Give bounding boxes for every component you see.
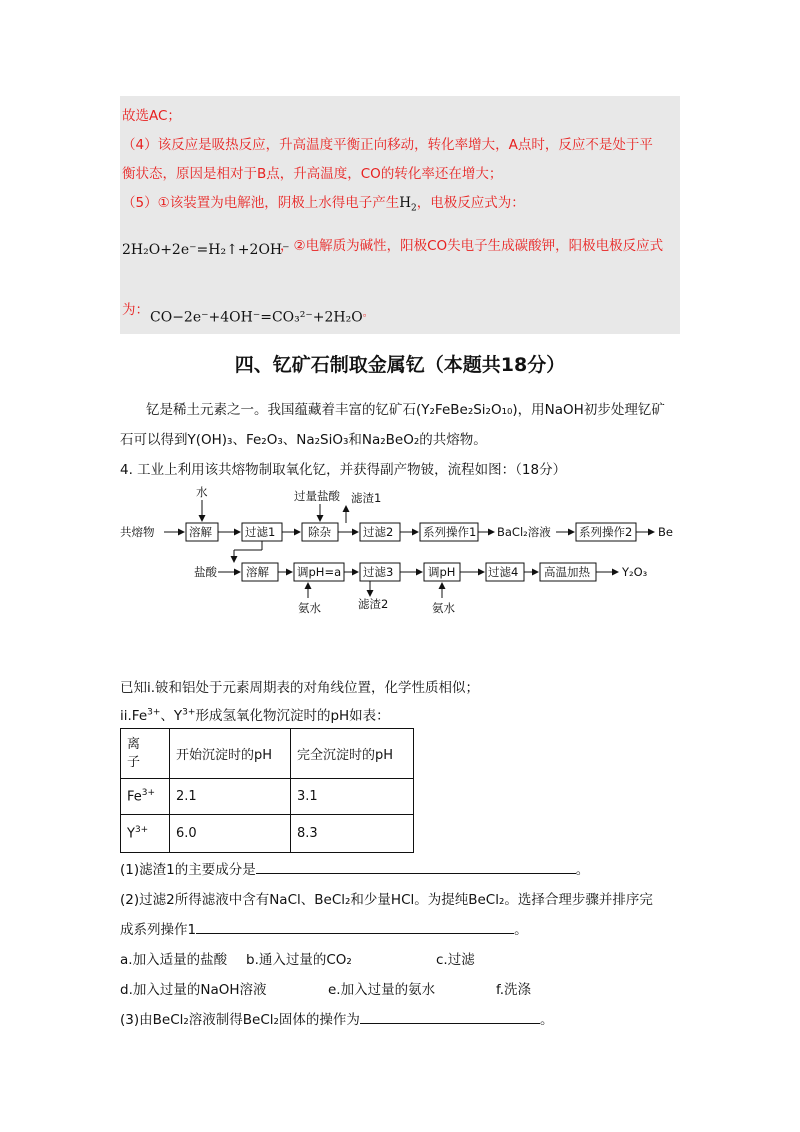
table-header-row (121, 729, 414, 779)
label-remove-impurity: 除杂 (308, 525, 331, 539)
intro-line-2: 石可以得到Y(OH)₃、Fe₂O₃、Na₂SiO₃和Na₂BeO₂的共熔物。 (120, 432, 487, 448)
label-filter-4: 过滤4 (488, 565, 519, 579)
answer-blank-3[interactable] (360, 1023, 540, 1024)
ph-table (120, 728, 414, 853)
label-series-op-1: 系列操作1 (423, 525, 477, 539)
ion-fe: Fe (127, 789, 142, 805)
option-d: d.加入过量的NaOH溶液 (120, 982, 267, 998)
cell-ion (121, 779, 170, 815)
known-line-2-suffix: 形成氢氧化物沉淀时的pH如表： (195, 708, 390, 724)
option-c: c.过滤 (436, 952, 475, 968)
table-row (121, 779, 414, 815)
section-title: 四、钇矿石制取金属钇（本题共18分） (234, 354, 566, 376)
known-y: 、Y (160, 708, 183, 724)
label-dissolve-1: 溶解 (189, 525, 212, 539)
ion-y-charge: 3+ (134, 825, 149, 836)
question-1 (120, 858, 589, 878)
answer-blank-2[interactable] (196, 933, 514, 934)
question-2-text: 成系列操作1 (120, 922, 197, 938)
label-melt: 共熔物 (120, 525, 155, 539)
answer-line-4-suffix: ，电极反应式为： (416, 195, 525, 211)
answer-block (120, 96, 680, 334)
label-becl2-solution: BaCl₂溶液 (497, 525, 551, 539)
question-3-text: (3)由BeCl₂溶液制得BeCl₂固体的操作为 (120, 1012, 360, 1028)
question-4: 4. 工业上利用该共熔物制取氧化钇，并获得副产物铍，流程如图：（18分） (120, 462, 567, 478)
cell-start: 2.1 (170, 779, 291, 815)
question-2-line-1: (2)过滤2所得滤液中含有NaCl、BeCl₂和少量HCl。为提纯BeCl₂。选择合理步骤并排序完 (120, 892, 653, 908)
label-series-op-2: 系列操作2 (579, 525, 633, 539)
anode-equation (150, 304, 373, 326)
label-ammonia-1: 氨水 (298, 601, 321, 615)
question-3 (120, 1008, 553, 1028)
option-a: a.加入适量的盐酸 (120, 952, 228, 968)
label-dissolve-2: 溶解 (246, 565, 269, 579)
answer-blank-1[interactable] (256, 873, 576, 874)
label-be: Be (658, 525, 673, 539)
answer-line-6-prefix: 为： (122, 302, 149, 318)
answer-line-5: ，②电解质为碱性，阳极CO失电子生成碳酸钾，阳极电极反应式 (280, 238, 664, 254)
ion-y: Y (127, 826, 135, 842)
answer-line-4 (122, 191, 525, 214)
header-ion-2: 子 (127, 754, 141, 770)
anode-equation-text: CO−2e⁻+4OH⁻=CO₃²⁻+2H₂O (150, 309, 363, 326)
answer-line-3: 衡状态，原因是相对于B点，升高温度，CO的转化率还在增大； (122, 166, 503, 182)
label-high-temp-heat: 高温加热 (544, 565, 590, 579)
option-e: e.加入过量的氨水 (328, 982, 436, 998)
option-f: f.洗涤 (496, 982, 532, 998)
known-y-charge: 3+ (182, 707, 196, 718)
label-filter-1: 过滤1 (245, 525, 276, 539)
header-start-ph: 开始沉淀时的pH (170, 729, 291, 779)
known-fe: ii.Fe (120, 708, 148, 724)
label-residue-2: 滤渣2 (358, 597, 389, 611)
question-3-end: 。 (539, 1012, 554, 1028)
label-y2o3: Y₂O₃ (622, 565, 648, 579)
label-water: 水 (196, 485, 208, 499)
h2-symbol (399, 195, 417, 214)
cell-complete: 8.3 (291, 815, 414, 853)
label-hcl: 盐酸 (194, 565, 217, 579)
h-subscript: 2 (410, 203, 417, 214)
known-fe-charge: 3+ (147, 707, 161, 718)
cell-complete: 3.1 (291, 779, 414, 815)
ion-fe-charge: 3+ (141, 788, 156, 799)
known-line-2 (120, 704, 390, 724)
process-flow-diagram (118, 484, 698, 620)
anode-equation-end: 。 (362, 308, 373, 319)
question-2-line-2 (120, 918, 528, 938)
cell-ion (121, 815, 170, 853)
header-complete-ph: 完全沉淀时的pH (291, 729, 414, 779)
question-1-end: 。 (575, 862, 590, 878)
question-2-end: 。 (514, 922, 528, 938)
label-excess-hcl: 过量盐酸 (294, 489, 340, 503)
known-line-1: 已知i.铍和铝处于元素周期表的对角线位置，化学性质相似； (120, 680, 480, 696)
cell-start: 6.0 (170, 815, 291, 853)
h-letter: H (399, 195, 411, 211)
cathode-equation: 2H₂O+2e⁻=H₂↑+2OH⁻ (122, 242, 290, 258)
header-ion-1: 离 (127, 736, 141, 752)
label-residue-1: 滤渣1 (351, 491, 382, 505)
label-filter-3: 过滤3 (363, 565, 394, 579)
table-row (121, 815, 414, 853)
label-adjust-ph: 调pH (428, 565, 456, 579)
header-ion (121, 729, 170, 779)
answer-line-4-prefix: （5）①该装置为电解池，阴极上水得电子产生 (122, 195, 400, 211)
intro-line-1: 钇是稀土元素之一。我国蕴藏着丰富的钇矿石(Y₂FeBe₂Si₂O₁₀)，用NaOH初步处理钇矿 (146, 402, 665, 418)
option-b: b.通入过量的CO₂ (246, 952, 352, 968)
answer-line-2: （4）该反应是吸热反应，升高温度平衡正向移动，转化率增大，A点时，反应不是处于平 (122, 137, 653, 153)
answer-line-1: 故选AC； (122, 108, 181, 124)
label-adjust-ph-a: 调pH=a (297, 565, 342, 579)
question-1-text: (1)滤渣1的主要成分是 (120, 862, 256, 878)
label-filter-2: 过滤2 (363, 525, 394, 539)
label-ammonia-2: 氨水 (432, 601, 455, 615)
